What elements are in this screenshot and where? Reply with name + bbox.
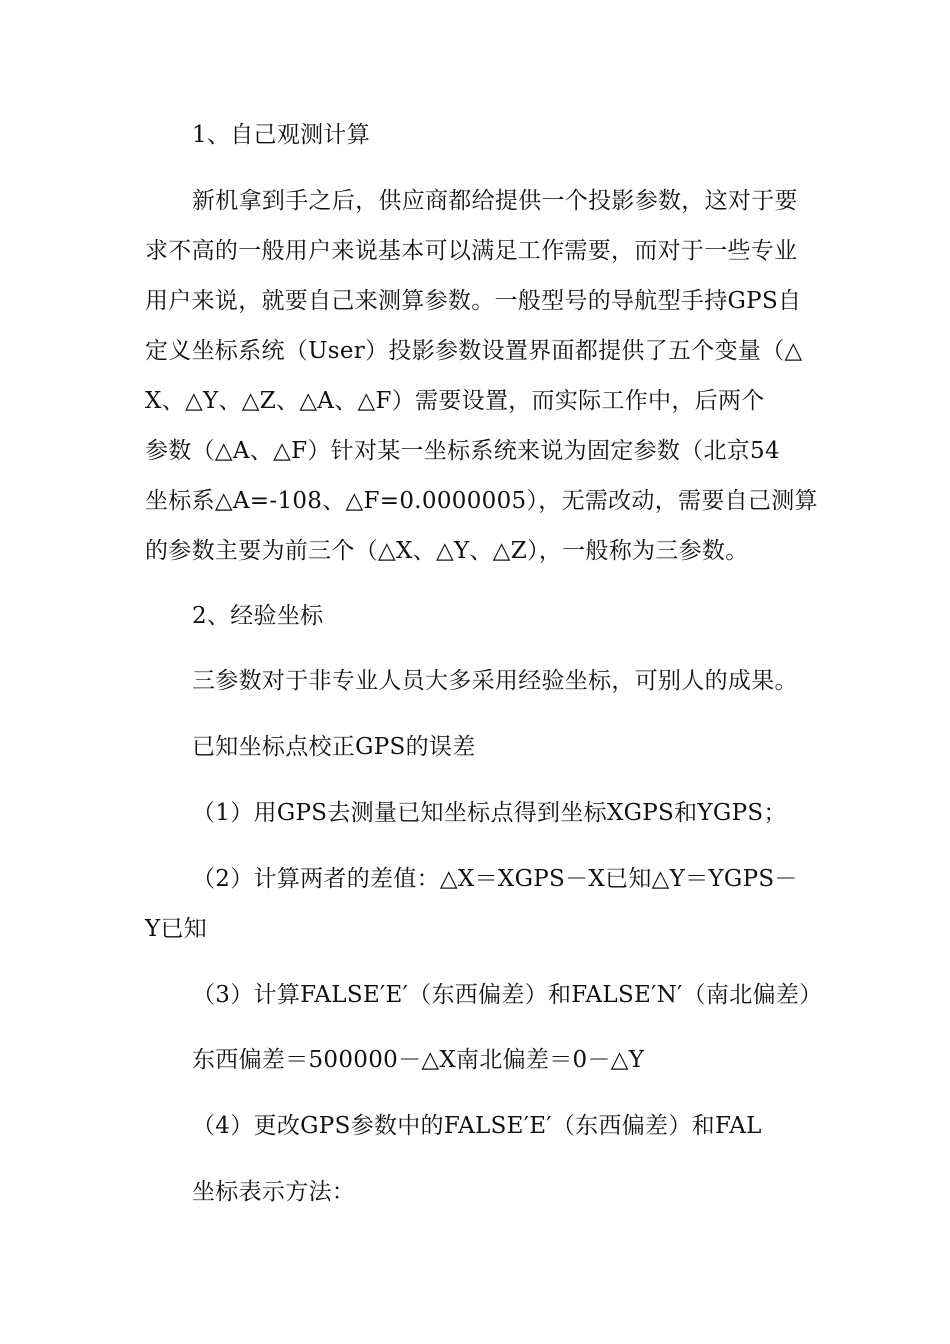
paragraph-line: 坐标表示方法： <box>192 1179 356 1205</box>
paragraph-line: 三参数对于非专业人员大多采用经验坐标，可别人的成果。 <box>192 668 798 694</box>
paragraph-line: X、△Y、△Z、△A、△F）需要设置，而实际工作中，后两个 <box>145 388 765 414</box>
step-line: （4）更改GPS参数中的FALSE′E′（东西偏差）和FAL <box>192 1113 762 1139</box>
step-line: （1）用GPS去测量已知坐标点得到坐标XGPS和YGPS； <box>192 800 787 826</box>
paragraph-line: 坐标系△A=-108、△F=0.0000005），无需改动，需要自己测算 <box>145 488 818 514</box>
paragraph-line: 新机拿到手之后，供应商都给提供一个投影参数，这对于要 <box>192 188 798 214</box>
step-line: （2）计算两者的差值：△X＝XGPS－X已知△Y＝YGPS－ <box>192 866 798 892</box>
paragraph-line: 用户来说，就要自己来测算参数。一般型号的导航型手持GPS自 <box>145 288 802 314</box>
paragraph-line: 定义坐标系统（User）投影参数设置界面都提供了五个变量（△ <box>145 338 803 364</box>
step-line-continued: Y已知 <box>145 916 208 942</box>
section-heading-1: 1、自己观测计算 <box>192 122 371 148</box>
formula-line: 东西偏差＝500000－△X南北偏差＝0－△Y <box>192 1047 645 1073</box>
step-line: （3）计算FALSE′E′（东西偏差）和FALSE′N′（南北偏差） <box>192 982 823 1008</box>
paragraph-line: 参数（△A、△F）针对某一坐标系统来说为固定参数（北京54 <box>145 438 780 464</box>
paragraph-line: 求不高的一般用户来说基本可以满足工作需要，而对于一些专业 <box>145 238 798 264</box>
paragraph-line: 的参数主要为前三个（△X、△Y、△Z），一般称为三参数。 <box>145 538 749 564</box>
subheading: 已知坐标点校正GPS的误差 <box>192 734 476 760</box>
section-heading-2: 2、经验坐标 <box>192 603 324 629</box>
